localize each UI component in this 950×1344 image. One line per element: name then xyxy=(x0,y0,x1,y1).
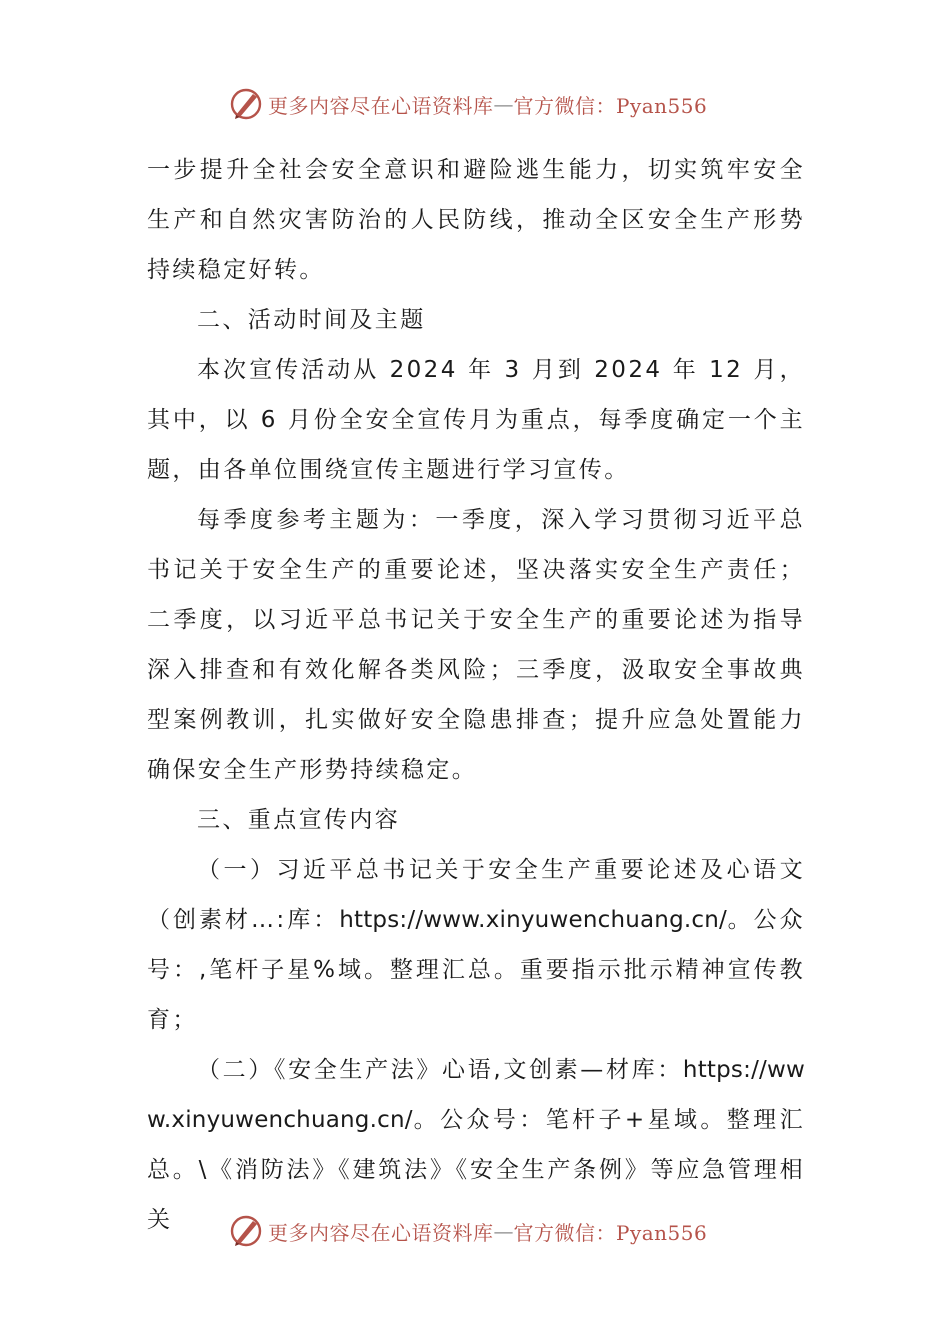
paragraph-intro-continued: 一步提升全社会安全意识和避险逃生能力，切实筑牢安全生产和自然灾害防治的人民防线，推动全区安全生产形势持续稳定好转。 xyxy=(147,157,805,283)
watermark-text: 更多内容尽在心语资料库 xyxy=(268,1220,494,1245)
item-two-text-a: （二）《安全生产法》心语,文创素—材库： xyxy=(197,1057,683,1083)
paragraph-quarterly-themes: 每季度参考主题为：一季度，深入学习贯彻习近平总书记关于安全生产的重要论述，坚决落实安全生产责任；二季度，以习近平总书记关于安全生产的重要论述为指导深入排查和有效化解各类风险；三季度，汲取安全事故典型案例教训，扎实做好安全隐患排查；提升应急处置能力确保安全生产形势持续稳定。 xyxy=(147,507,805,783)
paragraph-item-one xyxy=(147,845,805,1045)
header-watermark xyxy=(228,84,707,124)
item-one-text-a: （一）习近平总书记关于安全生产重要论述及心语文（创素材…:库： xyxy=(147,857,805,933)
item-one-text-b: 。公众号：,笔杆子星%域。整理汇总。重要指示批示精神宣传教育； xyxy=(147,907,805,1033)
watermark-text: 更多内容尽在心语资料库 xyxy=(268,93,494,118)
footer-watermark xyxy=(228,1211,707,1251)
section-heading-key-content: 三、重点宣传内容 xyxy=(197,807,401,833)
item-two-url: https://www.xinyuwenchuang.cn/ xyxy=(147,1057,805,1133)
item-two-text-b: 。公众号：笔杆子+星域。整理汇总。\《消防法》《建筑法》《安全生产条例》等应急管理相关 xyxy=(147,1107,805,1233)
paragraph-activity-time: 本次宣传活动从 2024 年 3 月到 2024 年 12 月，其中，以 6 月份全安全宣传月为重点，每季度确定一个主题，由各单位围绕宣传主题进行学习宣传。 xyxy=(147,357,805,483)
document-body xyxy=(147,145,805,1245)
watermark-contact: 官方微信：Pyan556 xyxy=(513,1220,708,1245)
pen-circle-logo-icon xyxy=(228,1213,264,1249)
item-one-url: https://www.xinyuwenchuang.cn/ xyxy=(339,907,727,933)
watermark-contact: 官方微信：Pyan556 xyxy=(513,93,708,118)
pen-circle-logo-icon xyxy=(228,86,264,122)
watermark-dash: — xyxy=(493,92,514,116)
section-heading-time-theme: 二、活动时间及主题 xyxy=(197,307,426,333)
watermark-dash: — xyxy=(493,1219,514,1243)
